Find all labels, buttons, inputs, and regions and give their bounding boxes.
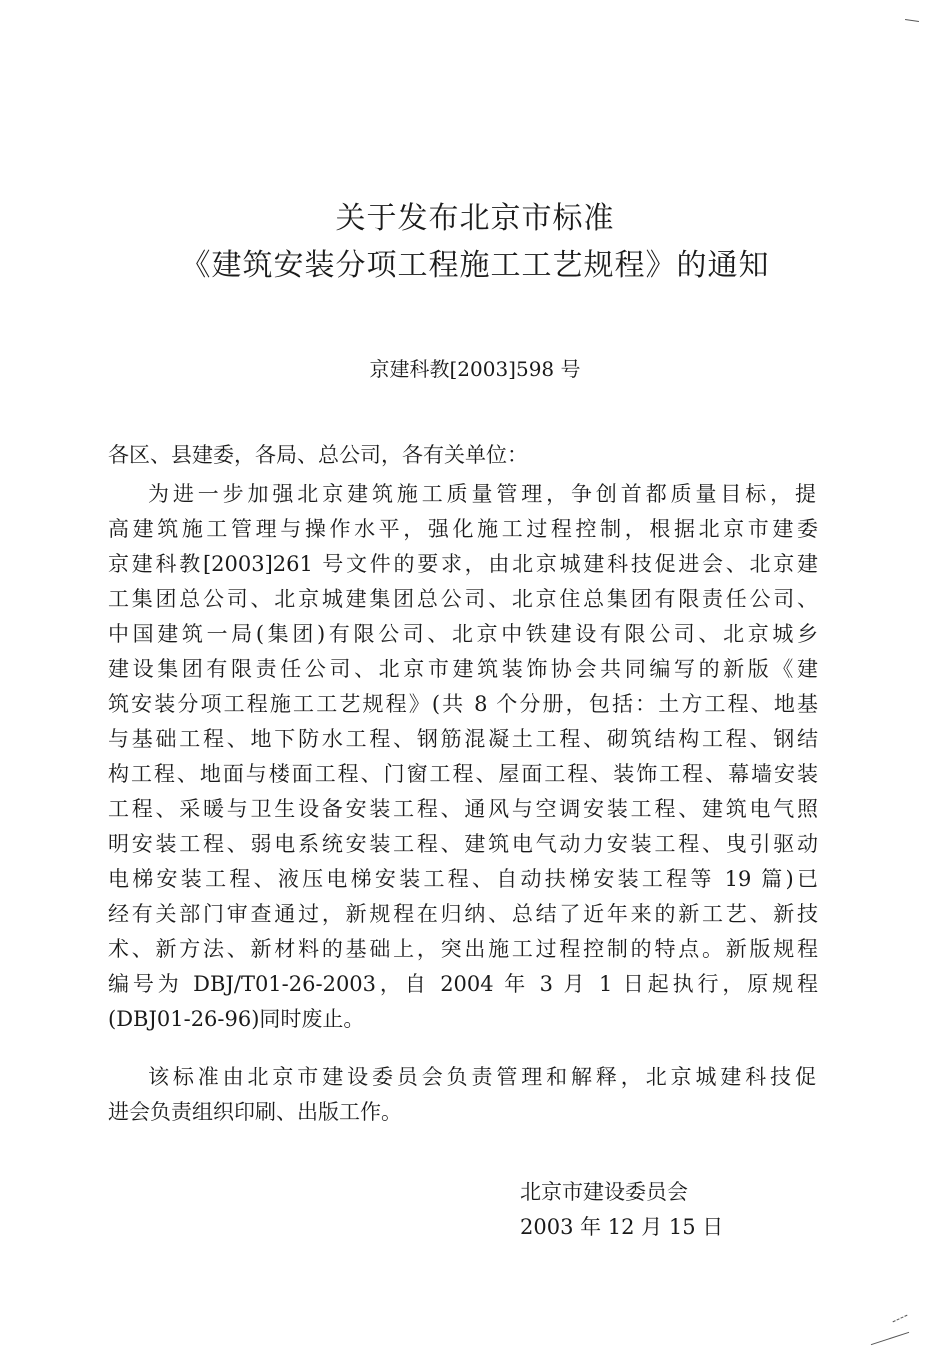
closing-line: 进会负责组织印刷、出版工作。: [108, 1100, 402, 1124]
body-line: 与基础工程、地下防水工程、钢筋混凝土工程、砌筑结构工程、钢结: [108, 727, 818, 751]
notice-title-line-2: 《建筑安装分项工程施工工艺规程》的通知: [180, 248, 770, 283]
closing-line: 该标准由北京市建设委员会负责管理和解释，北京城建科技促: [148, 1065, 816, 1089]
signature-date: 2003 年 12 月 15 日: [520, 1215, 724, 1239]
body-line: 中国建筑一局(集团)有限公司、北京中铁建设有限公司、北京城乡: [108, 622, 818, 646]
body-line: 工程、采暖与卫生设备安装工程、通风与空调安装工程、建筑电气照: [108, 797, 818, 821]
body-line: (DBJ01-26-96)同时废止。: [108, 1007, 365, 1031]
body-line: 筑安装分项工程施工工艺规程》(共 8 个分册，包括：土方工程、地基: [108, 692, 818, 716]
body-line: 高建筑施工管理与操作水平，强化施工过程控制，根据北京市建委: [108, 517, 818, 541]
body-line: 明安装工程、弱电系统安装工程、建筑电气动力安装工程、曳引驱动: [108, 832, 818, 856]
body-line: 经有关部门审查通过，新规程在归纳、总结了近年来的新工艺、新技: [108, 902, 818, 926]
scan-mark: [905, 19, 919, 22]
scan-mark: [893, 1315, 908, 1323]
notice-title-line-1: 关于发布北京市标准: [335, 201, 615, 236]
body-line: 构工程、地面与楼面工程、门窗工程、屋面工程、装饰工程、幕墙安装: [108, 762, 818, 786]
body-line: 术、新方法、新材料的基础上，突出施工过程控制的特点。新版规程: [108, 937, 818, 961]
salutation: 各区、县建委，各局、总公司，各有关单位：: [108, 443, 528, 467]
body-line: 建设集团有限责任公司、北京市建筑装饰协会共同编写的新版《建: [108, 657, 818, 681]
scan-mark: [871, 1332, 909, 1345]
body-line: 为进一步加强北京建筑施工质量管理，争创首都质量目标，提: [148, 482, 816, 506]
document-number: 京建科教[2003]598 号: [369, 357, 581, 381]
body-line: 电梯安装工程、液压电梯安装工程、自动扶梯安装工程等 19 篇)已: [108, 867, 818, 891]
body-line: 京建科教[2003]261 号文件的要求，由北京城建科技促进会、北京建: [108, 552, 818, 576]
signature-organization: 北京市建设委员会: [520, 1180, 688, 1204]
body-line: 工集团总公司、北京城建集团总公司、北京住总集团有限责任公司、: [108, 587, 818, 611]
body-line: 编号为 DBJ/T01-26-2003，自 2004 年 3 月 1 日起执行，原规程: [108, 972, 818, 996]
